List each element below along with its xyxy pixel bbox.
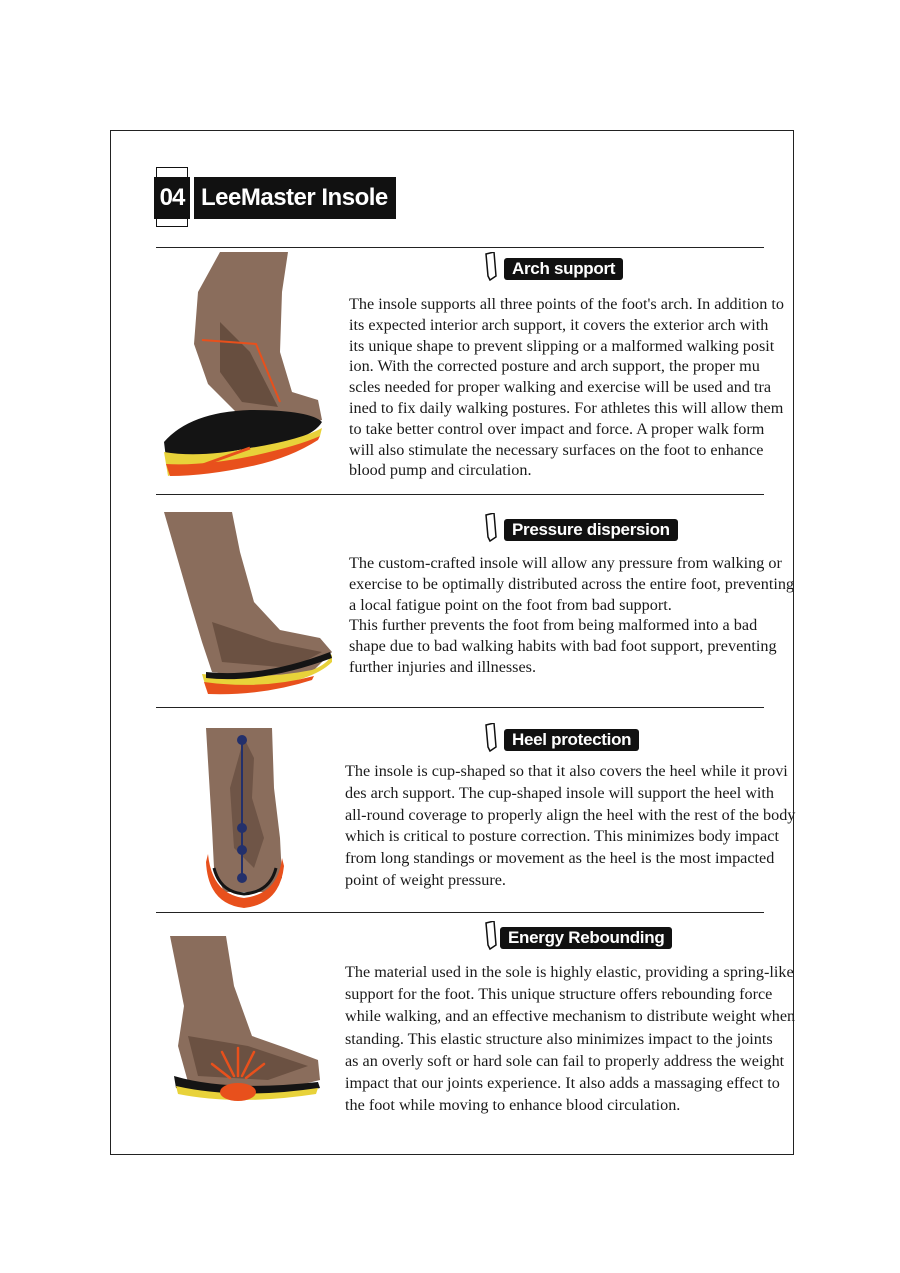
pressure-dispersion-text: The custom-crafted insole will allow any pressure from walking or exercise to be optimally distributed across the entire foot, preventing a local fatigue point on the foot from bad support. This further prevents the foot from being malformed into a bad shape due to bad walking habits with bad foot support, preventing further injuries and illnesses. [349, 554, 795, 676]
foot-pressure-illustration [162, 512, 334, 696]
arch-support-text: The insole supports all three points of the foot's arch. In addition to its expected interior arch support, it covers the exterior arch with its unique shape to prevent slipping or a malformed walking posit ion. With the corrected posture and arch support, the proper mu scles needed for proper walking and exercise will be used and tra ined to fix daily walking postures. For athletes this will allow them to take better control over impact and force. A proper walk form will also stimulate the necessary surfaces on the foot to enhance blood pump and circulation. [349, 295, 784, 480]
tag-label: Heel protection [504, 729, 639, 751]
foot-arch-illustration [160, 252, 330, 480]
page-title: LeeMaster Insole [194, 177, 396, 219]
foot-rebound-illustration [168, 936, 324, 1106]
section-number: 04 [154, 177, 190, 219]
pen-icon [484, 723, 498, 753]
tag-label: Arch support [504, 258, 623, 280]
divider [156, 494, 764, 495]
heel-illustration [204, 728, 284, 910]
divider [156, 912, 764, 913]
divider [156, 707, 764, 708]
tag-label: Pressure dispersion [504, 519, 678, 541]
tag-label: Energy Rebounding [500, 927, 672, 949]
heel-protection-text: The insole is cup-shaped so that it also covers the heel while it provi des arch support. The cup-shaped insole will support the heel with all-round coverage to properly align the heel with the rest of the body which is critical to posture correction. This minimizes body impact from long standings or movement as the heel is the most impacted point of weight pressure. [345, 762, 796, 889]
divider [156, 247, 764, 248]
pen-icon [484, 252, 498, 282]
pen-icon [484, 921, 498, 951]
pen-icon [484, 513, 498, 543]
energy-rebounding-text: The material used in the sole is highly elastic, providing a spring-like support for the foot. This unique structure offers rebounding force while walking, and an effective mechanism to distribute weight when standing. This elastic structure also minimizes impact to the joints as an overly soft or hard sole can fail to properly address the weight impact that our joints experience. It also adds a massaging effect to the foot while moving to enhance blood circulation. [345, 963, 796, 1115]
